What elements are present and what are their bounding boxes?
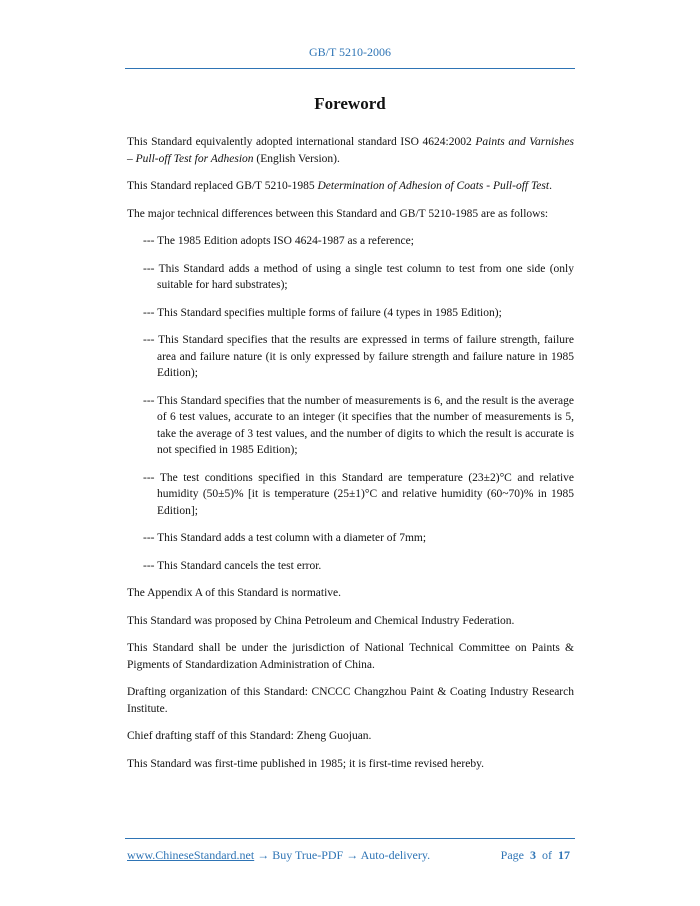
footer-promo: → Buy True-PDF → Auto-delivery. xyxy=(254,848,431,862)
paragraph-proposer: This Standard was proposed by China Petroleum and Chemical Industry Federation. xyxy=(127,614,515,627)
page-title: Foreword xyxy=(314,94,386,113)
paragraph-replacement xyxy=(127,178,574,195)
list-item: --- This Standard adds a method of using a single test column to test from one side (only suitable for hard substrates); xyxy=(143,262,574,291)
standard-title-italic: Determination of Adhesion of Coats - Pull-off Test xyxy=(317,180,550,192)
paragraph-text: (English Version). xyxy=(253,152,340,165)
header-rule xyxy=(125,68,575,69)
of-label: of xyxy=(542,848,552,862)
list-item: --- This Standard specifies that the results are expressed in terms of failure strength, failure area and failure nature (it is only expressed by failure strength and failure nature in 1985 Edition); xyxy=(143,334,574,379)
page-indicator xyxy=(501,848,570,863)
list-item: --- This Standard cancels the test error. xyxy=(143,559,322,572)
paragraph-text: This Standard replaced GB/T 5210-1985 xyxy=(127,180,318,192)
page-total: 17 xyxy=(558,848,570,862)
paragraph-jurisdiction: This Standard shall be under the jurisdiction of National Technical Committee on Paints & Pigments of Standardization Administration of China. xyxy=(127,642,574,671)
page-label: Page xyxy=(500,848,524,862)
paragraph-text: . xyxy=(549,180,552,192)
list-item: --- This Standard adds a test column with a diameter of 7mm; xyxy=(143,532,427,544)
paragraph-drafting-staff: Chief drafting staff of this Standard: Zheng Guojuan. xyxy=(127,730,372,742)
paragraph-differences-intro: The major technical differences between this Standard and GB/T 5210-1985 are as follows: xyxy=(127,207,549,220)
paragraph-publication: This Standard was first-time published in 1985; it is first-time revised hereby. xyxy=(127,757,484,770)
page-footer xyxy=(127,848,574,863)
document-body xyxy=(127,134,574,783)
page-number: 3 xyxy=(530,848,536,862)
list-item: --- This Standard specifies that the number of measurements is 6, and the result is the average of 6 test values, accurate to an integer (it specifies that the number of measurements is 5, take the average of 3 test values, and the number of digits to which the result is accurate is not specified in 1985 Edition); xyxy=(143,394,574,456)
list-item: --- This Standard specifies multiple forms of failure (4 types in 1985 Edition); xyxy=(143,306,502,319)
paragraph-text: This Standard equivalently adopted international standard ISO 4624:2002 xyxy=(127,136,476,148)
paragraph-appendix: The Appendix A of this Standard is normative. xyxy=(127,587,342,599)
paragraph-drafting-org: Drafting organization of this Standard: CNCCC Changzhou Paint & Coating Industry Research Institute. xyxy=(127,686,574,715)
running-header: GB/T 5210-2006 xyxy=(308,45,392,59)
list-item: --- The 1985 Edition adopts ISO 4624-1987 as a reference; xyxy=(143,235,414,247)
standard-title-italic: Paints and Varnishes – Pull-off Test for Adhesion xyxy=(127,136,574,165)
paragraph-adoption xyxy=(127,134,574,167)
footer-rule xyxy=(125,838,575,839)
list-item: --- The test conditions specified in this Standard are temperature (23±2)°C and relative humidity (50±5)% [it is temperature (25±1)°C and relative humidity (60~70)% in 1985 Edition]; xyxy=(143,471,574,517)
website-link[interactable]: www.ChineseStandard.net xyxy=(127,848,255,862)
